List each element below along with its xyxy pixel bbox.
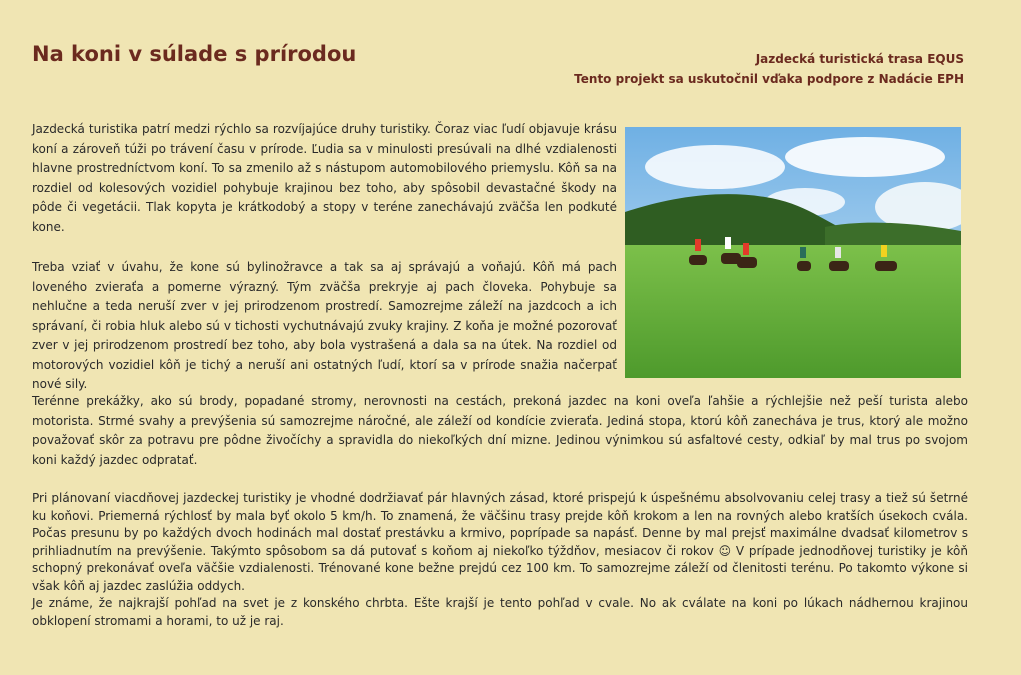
paragraph-senses: Treba vziať v úvahu, že kone sú bylinožravce a tak sa aj správajú a voňajú. Kôň má pach loveného zvieraťa a pomerne výrazný. Tým zväčša prekryje aj pach človeka. Pohybuje sa nehlučne a teda neruší zver v jej prirodzenom prostredí. Samozrejme záleží na jazdcoch a ich správaní, či robia hluk alebo sú v tichosti vychutnávajú zvuky krajiny. Z koňa je možné pozorovať zver v jej prirodzenom prostredí bez toho, aby bola vystrašená a dala sa na útek. Na rozdiel od motorových vozidiel kôň je tichý a neruší ani ostatných ľudí, ktorí sa v prírode snažia načerpať nové sily.: [32, 260, 617, 391]
photo-illustration: [625, 127, 961, 378]
paragraph-intro: Jazdecká turistika patrí medzi rýchlo sa rozvíjajúce druhy turistiky. Čoraz viac ľudí objavuje krásu koní a zároveň túži po trávení času v prírode. Ľudia sa v minulosti presúvali na dlhé vzdialenosti hlavne prostredníctvom koní. To sa zmenilo až s nástupom automobilového priemyslu. Kôň sa na rozdiel od kolesových vozidiel pohybuje krajinou bez toho, aby spôsobil devastačné škody na pôde či vegetácii. Tlak kopyta je krátkodobý a stopy v teréne zanechávajú zväčša len podkuté kone.: [32, 122, 617, 234]
paragraph-terrain: Terénne prekážky, ako sú brody, popadané stromy, nerovnosti na cestách, prekoná jazdec na koni oveľa ľahšie a rýchlejšie než peší turista alebo motorista. Strmé svahy a prevýšenia sú samozrejme náročné, ale záleží od kondície zvieraťa. Jediná stopa, ktorú kôň zanecháva je trus, ktorý ale možno považovať skôr za potravu pre pôdne živočíchy a spravidla do niekoľkých dní mizne. Jedinou výnimkou sú asfaltové cesty, odkiaľ by mal trus po svojom koni každý jazdec odpratať.: [32, 394, 968, 467]
org-name: Jazdecká turistická trasa EQUS: [755, 52, 964, 66]
project-info: [574, 49, 964, 89]
sponsor-note: Tento projekt sa uskutočnil vďaka podpore z Nadácie EPH: [574, 72, 964, 86]
paragraph-planning: [32, 490, 968, 630]
paragraph-closing: Je známe, že najkrajší pohľad na svet je z konského chrbta. Ešte krajší je tento pohľad v cvale. No ak cválate na koni po lúkach nádhernou krajinou obklopení stromami a horami, to už je raj.: [32, 596, 968, 628]
page-title: Na koni v súlade s prírodou: [32, 42, 357, 66]
paragraph-planning-text: Pri plánovaní viacdňovej jazdeckej turistiky je vhodné dodržiavať pár hlavných zásad, ktoré prispejú k úspešnému absolvovaniu celej trasy a tiež sú šetrné ku koňovi. Priemerná rýchlosť by mala byť okolo 5 km/h. To znamená, že väčšinu trasy prejde kôň krokom a len na rovných alebo kratších úsekoch cvála. Počas presunu by po každých dvoch hodinách mal dostať prestávku a krmivo, poprípade sa napásť. Denne by mal prejsť maximálne dvadsať kilometrov s prihliadnutím na prevýšenie. Takýmto spôsobom sa dá putovať s koňom aj niekoľko týždňov, mesiacov či rokov ☺ V prípade jednodňovej turistiky je kôň schopný prekonávať oveľa väčšie vzdialenosti. Trénované kone bežne prejdú cez 100 km. To samozrejme záleží od členitosti terénu. Po takomto výkone si však kôň aj jazdec zaslúžia oddych.: [32, 491, 968, 593]
horse-riders-photo: [625, 127, 961, 378]
